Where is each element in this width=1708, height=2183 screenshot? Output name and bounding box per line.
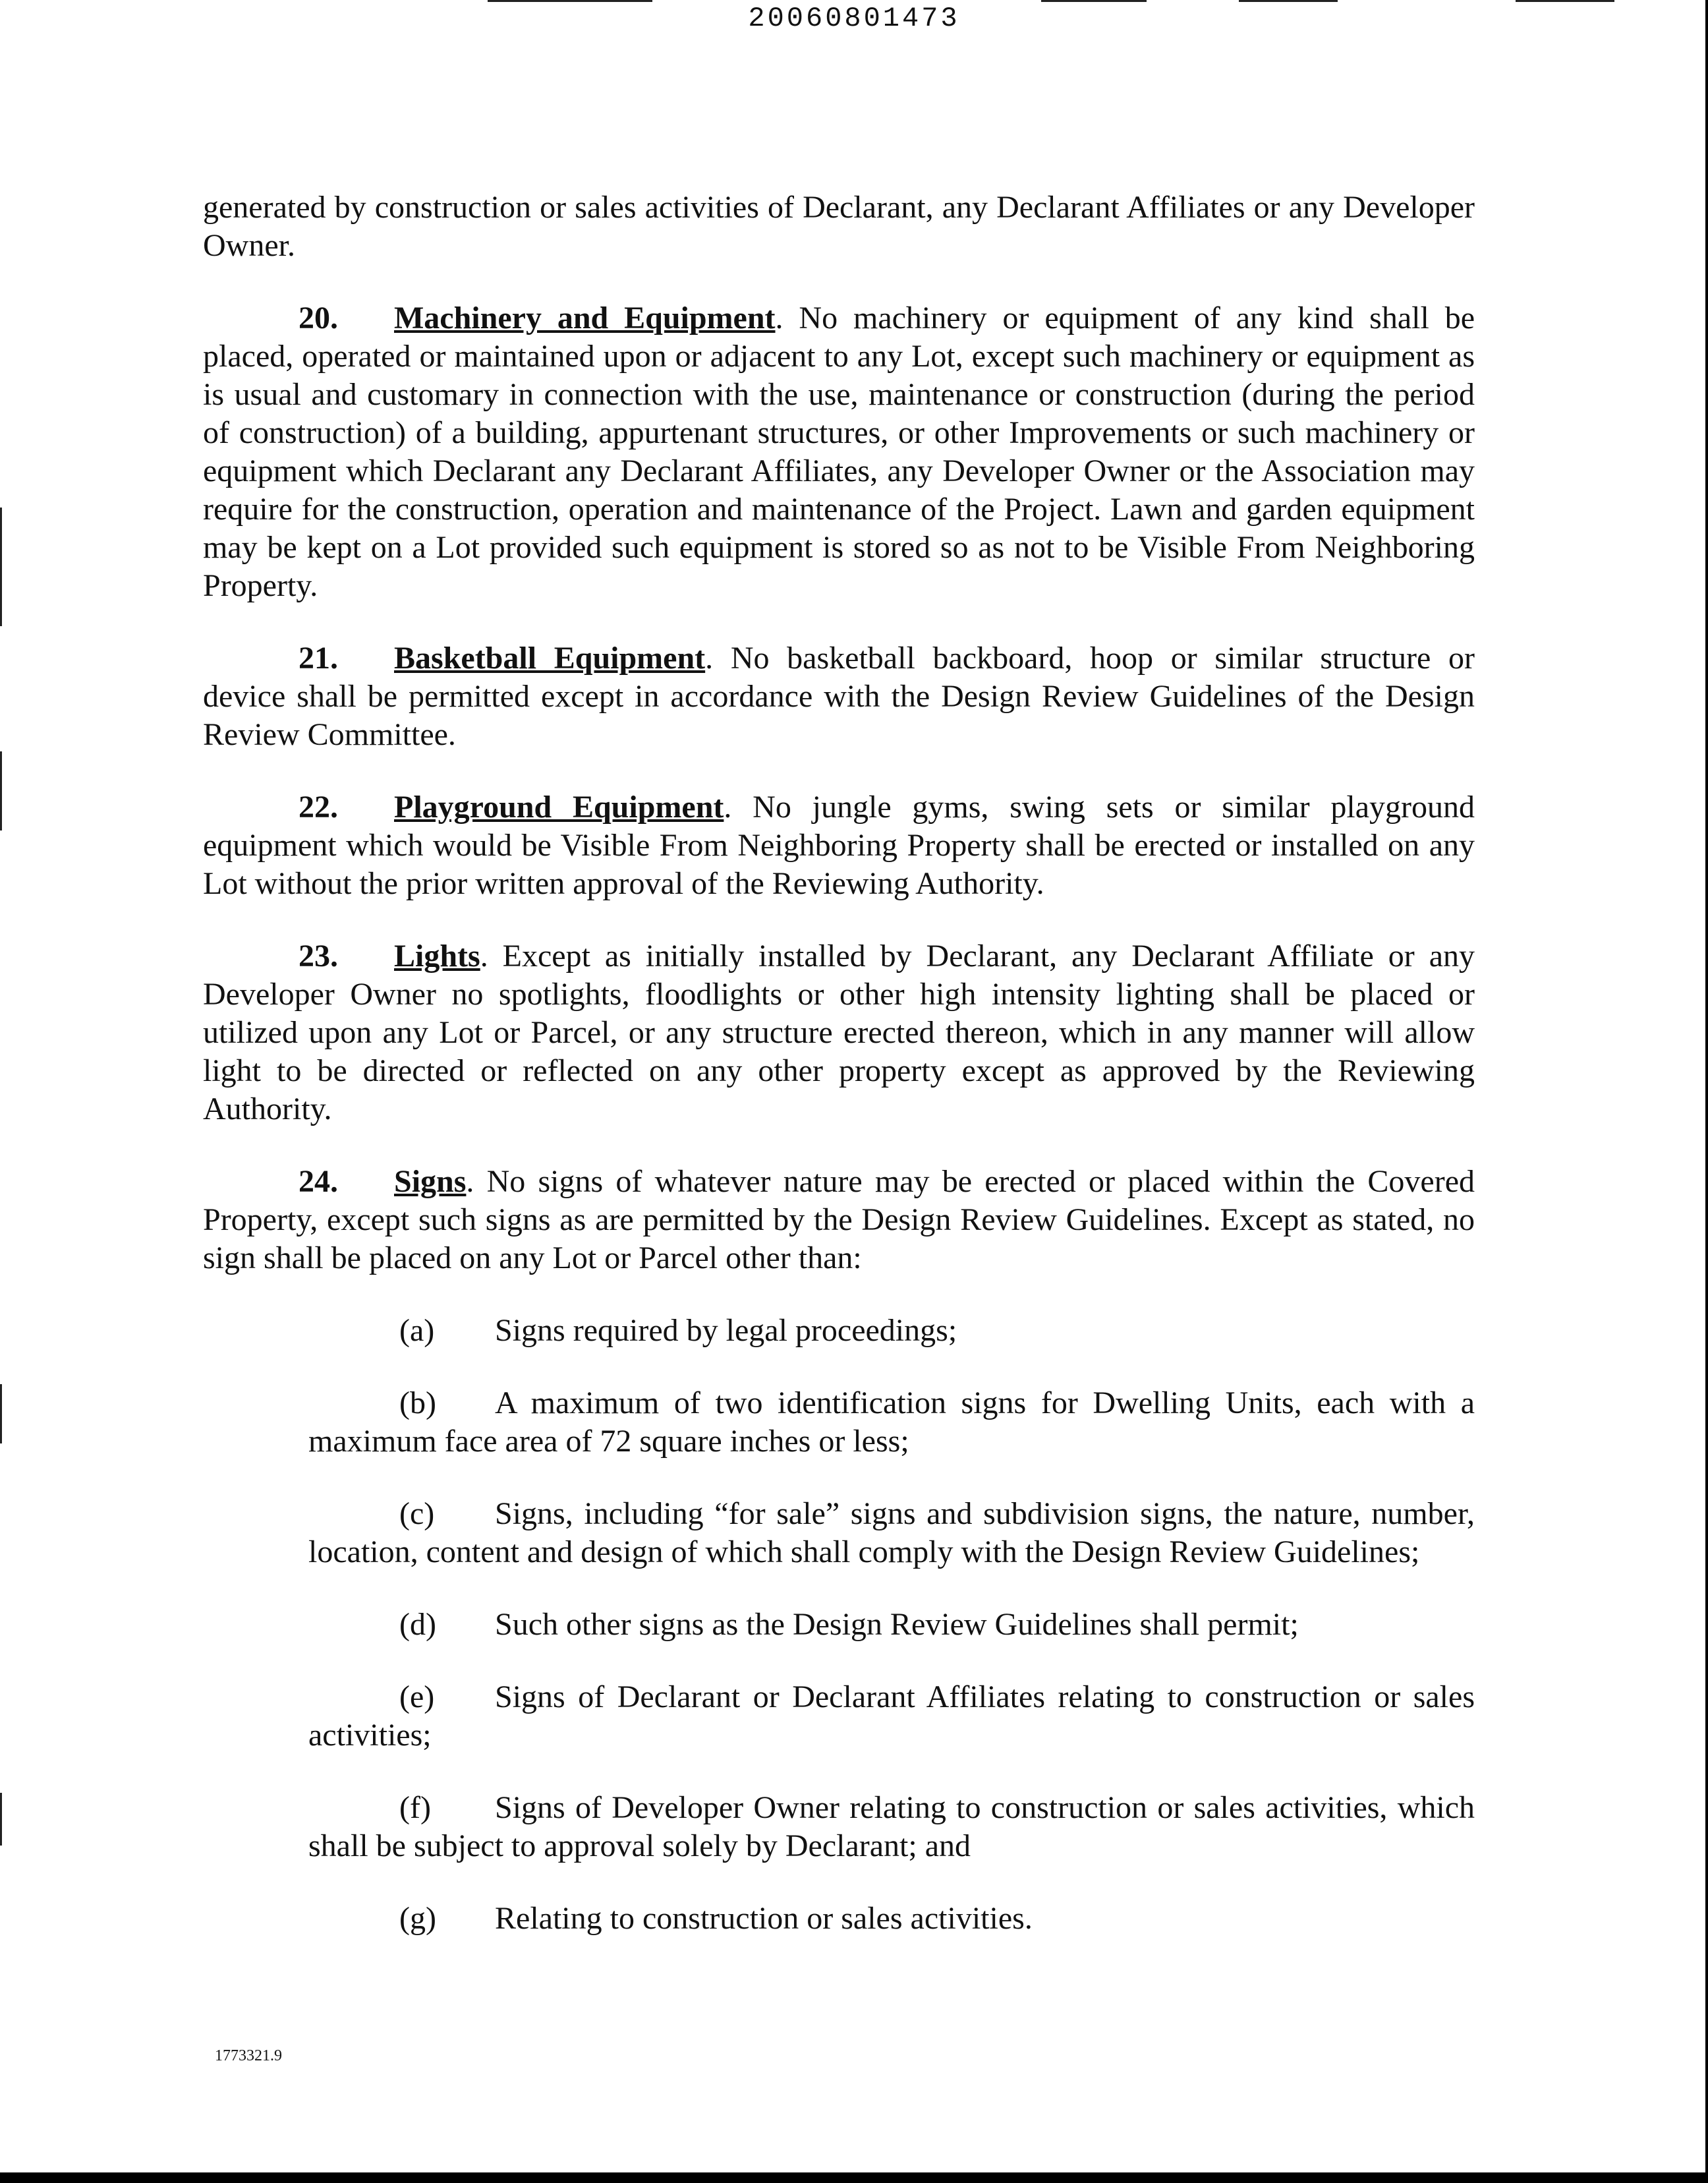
subitem-c — [203, 1495, 1475, 1571]
subitem-label: (a) — [399, 1313, 435, 1348]
subitem-label: (c) — [399, 1496, 435, 1531]
subitem-label: (b) — [399, 1385, 436, 1420]
document-body — [203, 189, 1475, 1972]
section-heading: Machinery and Equipment — [394, 301, 776, 335]
subitem-e — [203, 1678, 1475, 1755]
section-24 — [203, 1163, 1475, 1277]
subitem-label: (e) — [399, 1679, 435, 1714]
section-22 — [203, 788, 1475, 903]
subitem-label: (f) — [399, 1790, 431, 1825]
scan-edge-mark — [0, 1793, 2, 1846]
subitem-b — [203, 1384, 1475, 1461]
section-number: 20. — [299, 301, 338, 335]
intro-paragraph: generated by construction or sales activities of Declarant, any Declarant Affiliates or any Developer Owner. — [203, 190, 1475, 263]
section-text: . Except as initially installed by Declarant, any Declarant Affiliate or any Developer Owner no spotlights, floodlights or other high intensity lighting shall be placed or utilized upon any Lot or Parcel, or any structure erected thereon, which in any manner will allow light to be directed or reflected on any other property except as approved by the Reviewing Authority. — [203, 939, 1475, 1126]
section-number: 23. — [299, 939, 338, 974]
section-20 — [203, 299, 1475, 605]
section-text: . No signs of whatever nature may be erected or placed within the Covered Property, except such signs as are permitted by the Design Review Guidelines. Except as stated, no sign shall be placed on any Lot or Parcel other than: — [203, 1164, 1475, 1275]
subitem-label: (d) — [399, 1607, 436, 1642]
footer-doc-id: 1773321.9 — [215, 2047, 282, 2064]
subitem-text: Signs of Developer Owner relating to construction or sales activities, which shall be subject to approval solely by Declarant; and — [308, 1790, 1475, 1863]
section-number: 21. — [299, 641, 338, 676]
subitem-text: Signs of Declarant or Declarant Affiliates relating to construction or sales activities; — [308, 1679, 1475, 1753]
section-21 — [203, 639, 1475, 754]
document-number: 20060801473 — [748, 3, 960, 34]
subitem-a — [203, 1312, 1475, 1350]
scan-edge-mark — [0, 751, 2, 830]
section-number: 24. — [299, 1164, 338, 1199]
scan-edge-mark — [0, 508, 2, 626]
section-23 — [203, 937, 1475, 1128]
section-heading: Lights — [394, 939, 480, 974]
subitem-text: Relating to construction or sales activities. — [495, 1901, 1033, 1936]
subitem-text: Such other signs as the Design Review Guidelines shall permit; — [495, 1607, 1299, 1642]
section-text: . No machinery or equipment of any kind shall be placed, operated or maintained upon or adjacent to any Lot, except such machinery or equipment as is usual and customary in connection with the use, maintenance or construction (during the period of construction) of a building, appurtenant structures, or other Improvements or such machinery or equipment which Declarant any Declarant Affiliates, any Developer Owner or the Association may require for the construction, operation and maintenance of the Project. Lawn and garden equipment may be kept on a Lot provided such equipment is stored so as not to be Visible From Neighboring Property. — [203, 301, 1475, 603]
subitem-g — [203, 1900, 1475, 1938]
subitem-f — [203, 1789, 1475, 1865]
section-number: 22. — [299, 790, 338, 825]
section-text: . No jungle gyms, swing sets or similar playground equipment which would be Visible From Neighboring Property shall be erected or installed on any Lot without the prior written approval of the Reviewing Authority. — [203, 790, 1475, 901]
scan-line — [1041, 0, 1147, 2]
scan-line — [488, 0, 652, 2]
subitem-text: Signs required by legal proceedings; — [495, 1313, 957, 1348]
scan-edge-right — [1705, 0, 1708, 2183]
section-text: . No basketball backboard, hoop or similar structure or device shall be permitted except in accordance with the Design Review Guidelines of the Design Review Committee. — [203, 641, 1475, 752]
subitem-text: Signs, including “for sale” signs and subdivision signs, the nature, number, location, content and design of which shall comply with the Design Review Guidelines; — [308, 1496, 1475, 1569]
scan-line — [1239, 0, 1338, 2]
subitem-text: A maximum of two identification signs for Dwelling Units, each with a maximum face area of 72 square inches or less; — [308, 1385, 1475, 1459]
section-heading: Basketball Equipment — [394, 641, 706, 676]
subitem-d — [203, 1606, 1475, 1644]
subitem-label: (g) — [399, 1901, 436, 1936]
scan-edge-bottom — [0, 2172, 1708, 2183]
scan-edge-mark — [0, 1384, 2, 1443]
scan-line — [1516, 0, 1614, 2]
section-heading: Playground Equipment — [394, 790, 724, 825]
section-heading: Signs — [394, 1164, 467, 1199]
